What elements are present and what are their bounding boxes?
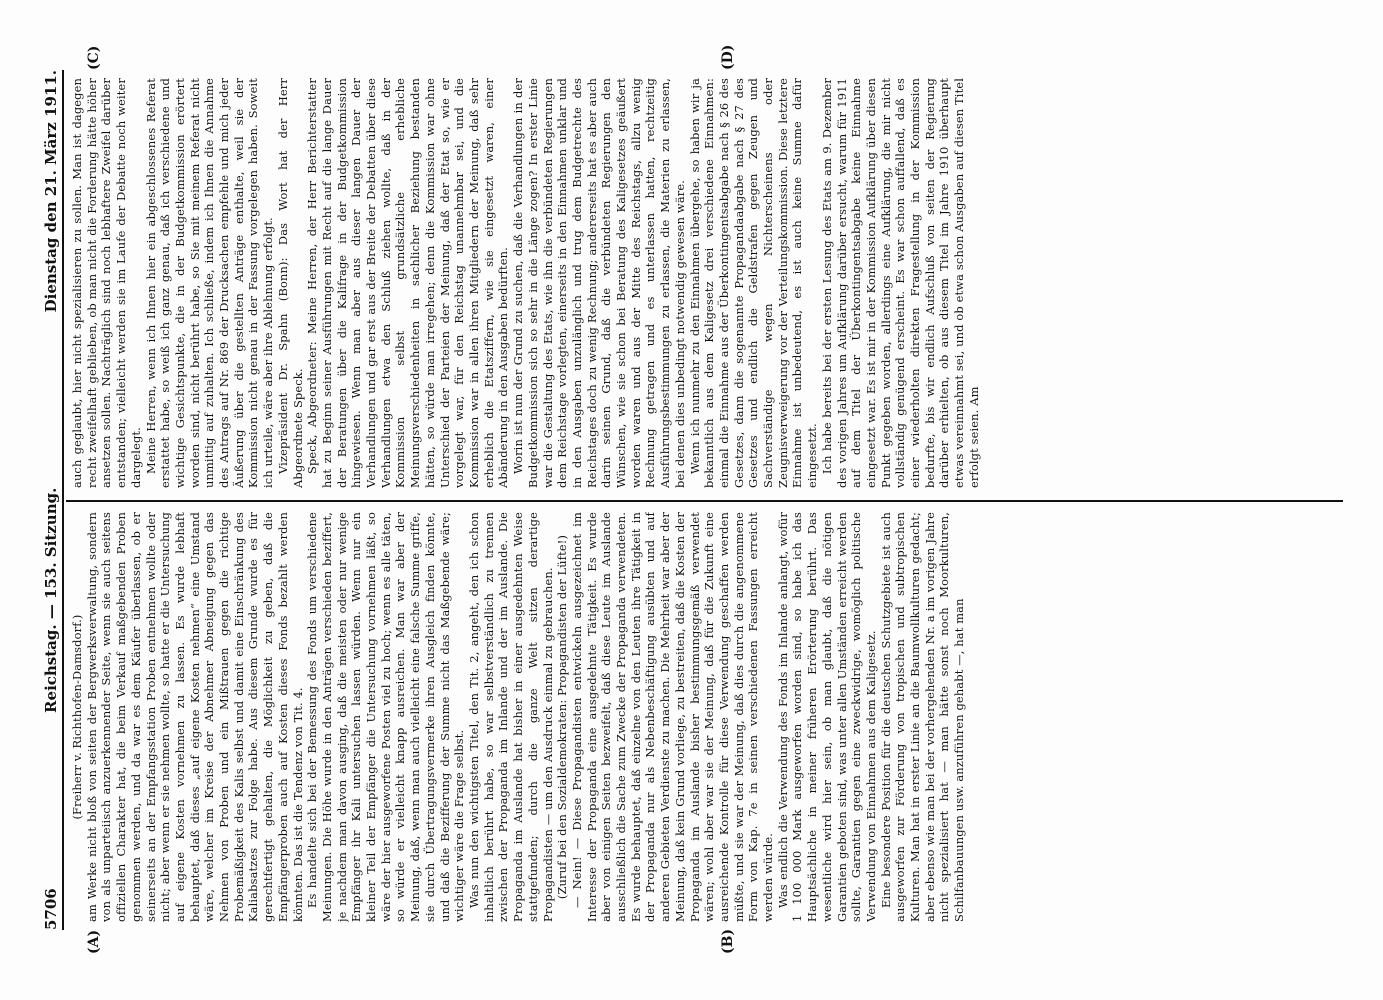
- speaker-header: (Freiherr v. Richthofen-Damsdorf.): [70, 614, 84, 820]
- paragraph: — Nein! — Diese Propagandisten entwickeln ausgezeichnet im Interesse der Propaganda eine ausgedehnte Tätigkeit. Es wurde aber von einigen Seiten bezweifelt, daß diese Leute im Auslande ausschließlich die Sache zum Zwecke der Propaganda verwendeten. Es wurde behauptet, daß einzelne von den Leuten ihre Tätigkeit in der Propaganda nur als Nebenbeschäftigung ausübten und auf anderen Gebieten Verdienste zu machen. Die Mehrheit war aber der Meinung, daß kein Grund vorliege, zu bestreiten, daß die Kosten der Propaganda im Auslande bisher bestimmungsgemäß verwendet wären; wohl aber war sie der Meinung, daß für die Zukunft eine ausreichende Kontrolle für diese Verwendung geschaffen werden müßte, und sie war der Meinung, daß dies durch die angenommene Form von Kap. 7e in seinen verschiedenen Fassungen erreicht werden würde.: [569, 512, 776, 922]
- page-number: 5706: [42, 888, 60, 930]
- paragraph: Ich habe bereits bei der ersten Lesung des Etats am 9. Dezember des vorigen Jahres um Aufklärung darüber ersucht, warum für 1911 auf dem Titel der Überkontingentsabgabe keine Einnahme eingesetzt war. Es ist mir in der Kommission Aufklärung über diesen Punkt gegeben worden, allerdings eine Aufklärung, die mir nicht vollständig genügend erscheint. Es war schon auffallend, daß es einer wiederholten direkten Fragestellung in der Kommission bedurfte, bis wir endlich Aufschluß von seiten der Regierung darüber erhielten, ob aus diesem Titel im Jahre 1910 überhaupt etwas vereinnahmt sei, und ob etwa schon Ausgaben auf diesen Titel erfolgt seien. Am: [819, 78, 981, 488]
- margin-mark-a: (A): [86, 929, 102, 954]
- margin-mark-b: (B): [720, 928, 736, 954]
- paragraph: am Werke nicht bloß von seiten der Bergwerksverwaltung, sondern von als unparteiisch anzuerkennender Seite, wenn sie auch seitens offiziellen Charakter hat, die beim Verkauf maßgebenden Proben genommen werden, und da war es dem Käufer überlassen, ob er seinerseits an der Empfangsstation Proben entnehmen wollte oder nicht; aber wenn er sie nehmen wollte, so hatte er die Untersuchung auf eigene Kosten vornehmen zu lassen. Es wurde lebhaft behauptet, daß dieses „auf eigene Kosten nehmen“ eine Umstand wäre, welcher im Kreise der Abnehmer Abneigung gegen das Nehmen von Proben und ein Mißtrauen gegen die richtige Probemäßigkeit des Kalis selbst und damit eine Einschränkung des Kaliabsatzes zur Folge habe. Aus diesem Grunde wurde es für gerechtfertigt gehalten, die Möglichkeit zu geben, daß die Empfängerproben auch auf Kosten dieses Fonds bezahlt werden könnten. Das ist die Tendenz von Tit. 4.: [84, 512, 305, 922]
- right-column: [70, 78, 1343, 488]
- header-rule: [62, 70, 64, 930]
- paragraph: Was endlich die Verwendung des Fonds im Inlande anlangt, wofür 1 100 000 Mark ausgeworfen worden sind, so habe ich das Hauptsächliche in meiner früheren Erörterung berührt. Das wesentliche wird hier sein, ob man glaubt, daß die nötigen Garantien geboten sind, was unter allen Umständen erreicht werden sollte, Garantien gegen eine zweckwidrige, womöglich politische Verwendung von Einnahmen aus dem Kaligesetz.: [775, 512, 878, 922]
- margin-mark-d: (D): [720, 44, 736, 70]
- interjection: (Zuruf bei den Sozialdemokraten: Propagandisten der Lüfte!): [555, 534, 570, 900]
- margin-mark-c: (C): [86, 45, 102, 70]
- session-title: Reichstag. — 153. Sitzung.: [42, 487, 60, 713]
- page-header: [26, 70, 60, 930]
- speaker-turn: Speck, Abgeordneter: Meine Herren, der Herr Berichterstatter hat zu Beginn seiner Ausführungen mit Recht auf die lange Dauer der Beratungen über die Kalifrage in der Budgetkommission hingewiesen. Wenn man aber aus dieser langen Dauer der Verhandlungen und gar erst aus der Breite der Debatten über diese Verhandlungen etwa den Schluß ziehen wollte, daß in der Kommission selbst grundsätzliche erhebliche Meinungsverschiedenheiten in sachlicher Beziehung bestanden hätten, so würde man irregehen; denn die Kommission war ohne Unterschied der Parteien der Meinung, daß der Etat so, wie er vorgelegt war, für den Reichstag unannehmbar sei, und die Kommission war in allen ihren Mitgliedern der Meinung, daß sehr erheblich die Etatsziffern, wie sie eingesetzt waren, einer Abänderung in den Ausgaben bedürften.: [305, 78, 511, 488]
- paragraph: Es handelte sich bei der Bemessung des Fonds um verschiedene Meinungen. Die Höhe wurde in den Anträgen verschieden beziffert, je nachdem man davon ausging, daß die meisten oder nur wenige Empfänger ihr Kali untersuchen lassen würden. Wenn nur ein kleiner Teil der Empfänger die Untersuchung vornehmen läßt, so wäre der hier ausgeworfene Posten viel zu hoch; wenn es alle täten, so würde er vielleicht knapp ausreichen. Man war aber der Meinung, daß, wenn man auch vielleicht eine falsche Summe griffe, sie durch Übertragungsvermerke ihren Ausgleich finden könnte, und daß die Bezifferung der Summe nicht das Maßgebende wäre; wichtiger wäre die Frage selbst.: [305, 512, 467, 922]
- speaker-turn: Vizepräsident Dr. Spahn (Bonn): Das Wort hat der Herr Abgeordnete Speck.: [275, 78, 305, 488]
- session-date: Dienstag den 21. März 1911.: [42, 70, 60, 313]
- paragraph: Was nun den wichtigsten Titel, den Tit. 2, angeht, den ich schon inhaltlich berührt habe, so war selbstverständlich zu trennen zwischen der Propaganda im Inlande und der im Auslande. Die Propaganda im Auslande hat bisher in einer ausgedehnten Weise stattgefunden; durch die ganze Welt sitzen derartige Propagandisten — um den Ausdruck einmal zu gebrauchen.: [466, 512, 555, 922]
- paragraph: auch geglaubt, hier nicht spezialisieren zu sollen. Man ist dagegen recht zweifelhaft geblieben, ob man nicht die Forderung hätte höher ansetzen sollen. Nachträglich sind noch lebhaftere Zweifel darüber entstanden; vielleicht werden sie im Laufe der Debatte noch weiter dargelegt.: [70, 78, 143, 488]
- paragraph: Wenn ich nunmehr zu den Einnahmen übergehe, so haben wir ja bekanntlich aus dem Kaligesetz drei verschiedene Einnahmen: einmal die Einnahme aus der Überkontingentsabgabe nach § 26 des Gesetzes, dann die sogenannte Propagandaabgabe nach § 27 des Gesetzes und endlich die Geldstrafen gegen Zeugen und Sachverständige wegen Nichterscheinens oder Zeugnisverweigerung vor der Verteilungskommission. Diese letztere Einnahme ist unbedeutend, es ist auch keine Summe dafür eingesetzt.: [687, 78, 820, 488]
- paragraph: Meine Herren, wenn ich Ihnen hier ein abgeschlossenes Referat erstattet habe, so weiß ich ganz genau, daß ich verschiedene und wichtige Gesichtspunkte, die in der Budgetkommission erörtert worden sind, nicht berührt habe, so Sie mit meinem Referat nicht unmittig auf zuhalten. Ich schließe, indem ich Ihnen die Annahme des Antrags auf Nr. 869 der Drucksachen empfehle und mich jeder Äußerung über die gestellten Anträge enthalte, weil sie der Kommission nicht genau in der Fassung vorgelegen haben. Soweit ich urteile, wäre aber ihre Ablehnung erfolgt.: [143, 78, 276, 488]
- paragraph: Eine besondere Position für die deutschen Schutzgebiete ist auch ausgeworfen zur Förderung von tropischen und subtropischen Kulturen. Man hat in erster Linie an die Baumwollkulturen gedacht; aber ebenso wie man bei der vorhergehenden Nr. a im vorigen Jahre nicht spezialisiert hat — man hätte sonst noch Moorkulturen, Schilfanbauungen usw. anzuführen gehabt —, hat man: [878, 512, 967, 922]
- paragraph: Worin ist nun der Grund zu suchen, daß die Verhandlungen in der Budgetkommission sich so sehr in die Länge zogen? In erster Linie war die Gestaltung des Etats, wie ihn die verbündeten Regierungen dem Reichstage vorlegten, einerseits in den Einnahmen unklar und in den Ausgaben unzulänglich und trug dem Budgetrechte des Reichstages doch zu wenig Rechnung; andererseits hat es aber auch darin seinen Grund, daß die verbündeten Regierungen den Wünschen, wie sie schon bei Beratung des Kaligesetzes geäußert worden waren und aus der Mitte des Reichstags, allzu wenig Rechnung getragen und es unterlassen hatten, rechtzeitig Ausführungsbestimmungen zu erlassen, die Materien zu erlassen, bei denen dies unbedingt notwendig gewesen wäre.: [511, 78, 687, 488]
- left-column: [70, 512, 1343, 922]
- column-divider: [66, 500, 1343, 502]
